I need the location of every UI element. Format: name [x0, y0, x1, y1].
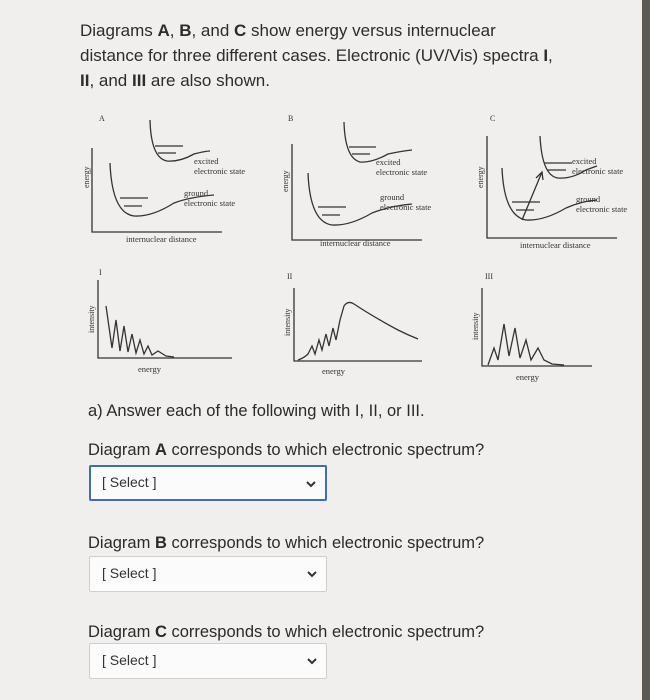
diagram-b-excited-label-2: electronic state: [376, 167, 428, 177]
diagram-b-letter: B: [288, 114, 294, 123]
chevron-down-icon: [305, 478, 317, 490]
diagram-a-ground-label-1: ground: [184, 188, 209, 198]
part-a-instructions: a) Answer each of the following with I, II, or III.: [88, 402, 425, 420]
spectrum-iii-energy-label: energy: [516, 372, 539, 382]
spectrum-i-numeral: I: [99, 268, 102, 277]
question-diagram-c: Diagram C corresponds to which electronic spectrum?: [88, 623, 485, 641]
diagram-c-select-value: [ Select ]: [102, 652, 157, 668]
diagram-a-select-value: [ Select ]: [102, 474, 157, 490]
background-edge: [642, 0, 650, 700]
chevron-down-icon: [306, 568, 318, 580]
diagram-b-select-value: [ Select ]: [102, 565, 157, 581]
diagram-b-ground-label-1: ground: [380, 192, 405, 202]
spectrum-i-trace: [106, 306, 174, 357]
diagram-a-select[interactable]: [89, 465, 327, 501]
spectrum-ii-numeral: II: [287, 272, 293, 281]
spectrum-iii-trace: [488, 324, 564, 365]
diagram-a-excited-label-2: electronic state: [194, 166, 246, 176]
spectrum-ii-trace: [298, 302, 418, 360]
diagram-a-distance-label: internuclear distance: [126, 234, 197, 244]
diagram-c-excited-label-1: excited: [572, 156, 597, 166]
diagram-c-axes: [487, 136, 617, 238]
question-diagram-b: Diagram B corresponds to which electronic spectrum?: [88, 534, 485, 552]
spectrum-iii-numeral: III: [485, 272, 493, 281]
diagram-a-excited-label-1: excited: [194, 156, 219, 166]
chevron-down-icon: [306, 655, 318, 667]
spectrum-ii-energy-label: energy: [322, 366, 345, 376]
diagram-c-ground-label-1: ground: [576, 194, 601, 204]
question-intro: Diagrams A, B, and C show energy versus internuclear distance for three different cases. Electronic (UV/Vis) spectra I, II, and III are also shown.: [80, 21, 553, 90]
spectrum-ii-intensity-label: intensity: [283, 308, 292, 336]
diagram-a-letter: A: [99, 114, 105, 123]
diagram-c-letter: C: [490, 114, 496, 123]
diagram-b-excited-label-1: excited: [376, 157, 401, 167]
question-diagram-a: Diagram A corresponds to which electronic spectrum?: [88, 441, 485, 459]
spectrum-i-energy-label: energy: [138, 364, 161, 374]
diagram-c-distance-label: internuclear distance: [520, 240, 591, 250]
diagram-c-select[interactable]: [89, 643, 327, 679]
diagram-c-ground-label-2: electronic state: [576, 204, 628, 214]
diagram-b-distance-label: internuclear distance: [320, 238, 391, 248]
diagram-b-ground-label-2: electronic state: [380, 202, 432, 212]
diagram-a-ground-label-2: electronic state: [184, 198, 236, 208]
diagram-a-excited-curve: [150, 120, 210, 161]
figure-svg: [82, 108, 650, 398]
spectrum-i-axes: [98, 280, 232, 358]
diagram-b-energy-label: energy: [281, 170, 290, 192]
spectrum-i-intensity-label: intensity: [87, 305, 96, 333]
energy-diagram-figure: [82, 108, 650, 398]
spectrum-iii-intensity-label: intensity: [471, 312, 480, 340]
diagram-c-energy-label: energy: [476, 166, 485, 188]
diagram-b-select[interactable]: [89, 556, 327, 592]
diagram-a-energy-label: energy: [82, 166, 91, 188]
diagram-c-excited-label-2: electronic state: [572, 166, 624, 176]
diagram-c-transition-arrow: [522, 172, 542, 220]
